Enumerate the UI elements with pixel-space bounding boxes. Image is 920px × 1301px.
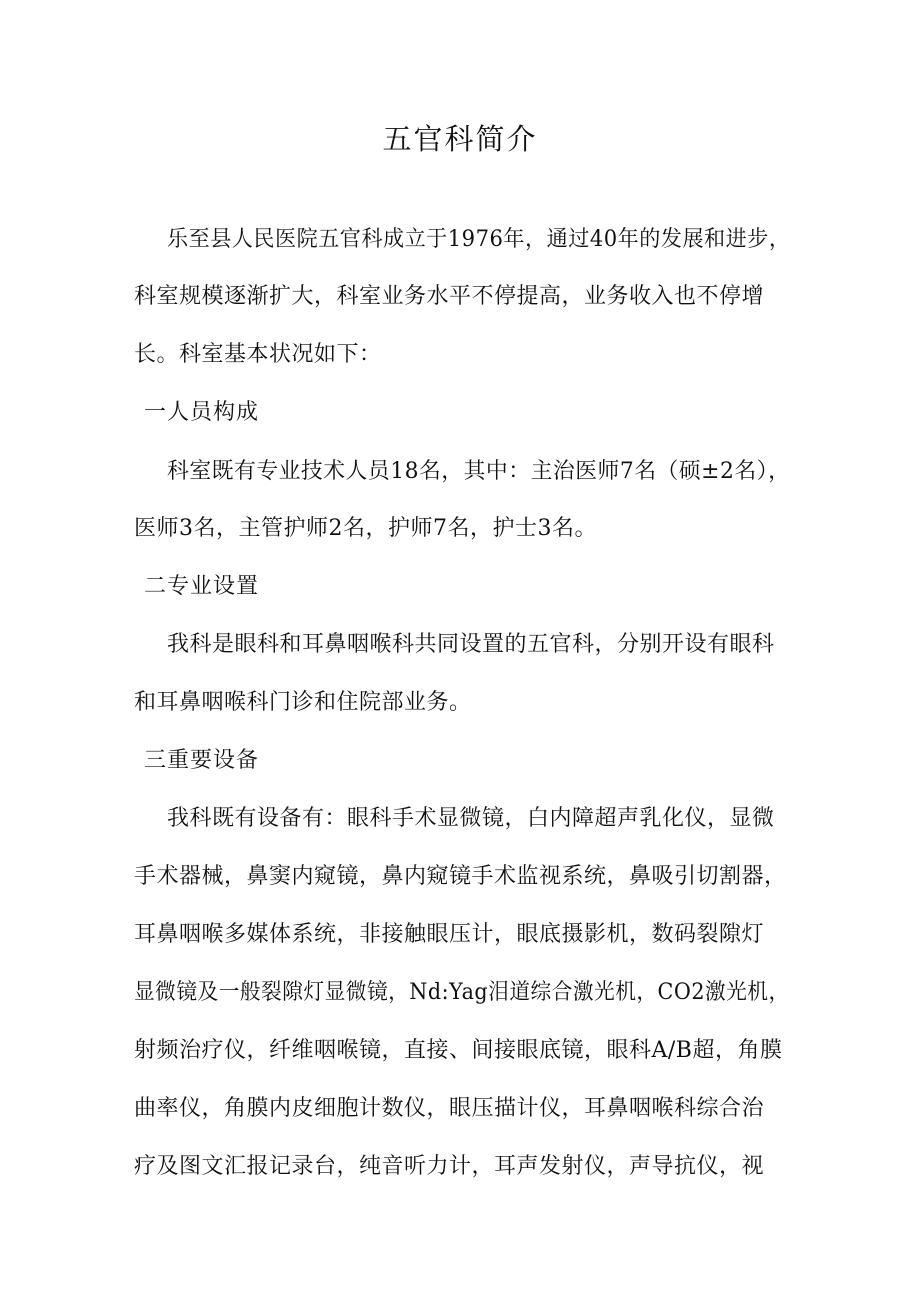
equipment-line-1: 我科既有设备有：眼科手术显微镜，白内障超声乳化仪，显微 xyxy=(167,806,775,831)
equipment-line-3: 耳鼻咽喉多媒体系统，非接触眼压计，眼底摄影机，数码裂隙灯 xyxy=(134,922,765,947)
equipment-line-4: 显微镜及一般裂隙灯显微镜，Nd:Yag泪道综合激光机，CO2激光机， xyxy=(134,980,790,1005)
equipment-line-2: 手术器械，鼻窦内窥镜，鼻内窥镜手术监视系统，鼻吸引切割器， xyxy=(134,864,787,889)
staff-line-2: 医师3名，主管护师2名，护师7名，护士3名。 xyxy=(134,516,597,541)
section-heading-equipment: 三重要设备 xyxy=(144,748,260,773)
staff-line-1: 科室既有专业技术人员18名，其中：主治医师7名（硕±2名）， xyxy=(167,459,791,484)
intro-line-2: 科室规模逐渐扩大，科室业务水平不停提高，业务收入也不停增 xyxy=(134,284,765,309)
section-heading-staff: 一人员构成 xyxy=(144,400,260,425)
section-heading-specialty: 二专业设置 xyxy=(144,574,260,599)
specialty-line-1: 我科是眼科和耳鼻咽喉科共同设置的五官科，分别开设有眼科 xyxy=(167,632,775,657)
equipment-line-5: 射频治疗仪，纤维咽喉镜，直接、间接眼底镜，眼科A/B超，角膜 xyxy=(134,1038,783,1063)
equipment-line-6: 曲率仪，角膜内皮细胞计数仪，眼压描计仪，耳鼻咽喉科综合治 xyxy=(134,1096,765,1121)
specialty-line-2: 和耳鼻咽喉科门诊和住院部业务。 xyxy=(134,690,472,715)
intro-line-1: 乐至县人民医院五官科成立于1976年，通过40年的发展和进步， xyxy=(167,227,791,252)
intro-line-3: 长。科室基本状况如下： xyxy=(134,342,382,367)
equipment-line-7: 疗及图文汇报记录台，纯音听力计，耳声发射仪，声导抗仪，视 xyxy=(134,1154,765,1179)
document-title: 五官科简介 xyxy=(382,122,538,156)
